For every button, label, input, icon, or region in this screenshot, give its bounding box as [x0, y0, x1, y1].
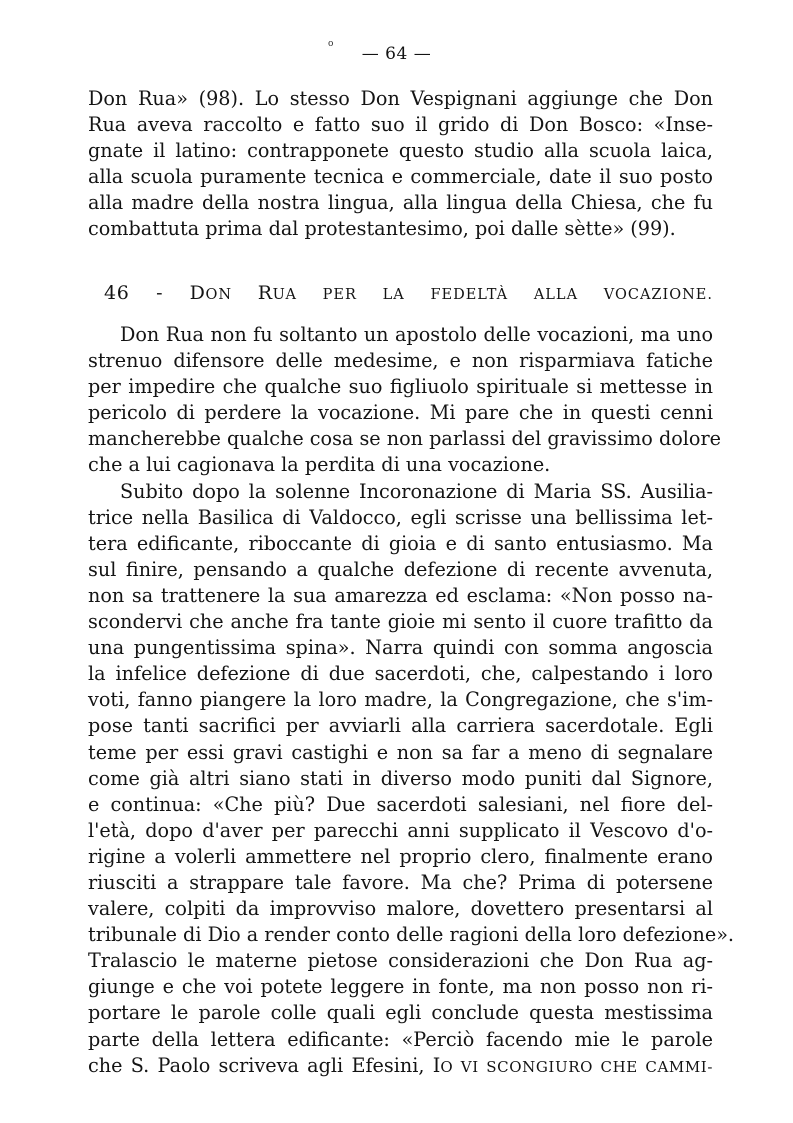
text-line: Don Rua» (98). Lo stesso Don Vespignani aggiunge che Don — [88, 87, 713, 110]
text-line: alla madre della nostra lingua, alla lingua della Chiesa, che fu — [88, 191, 713, 215]
page-number: — 64 — — [361, 44, 432, 64]
text-line: la infelice defezione di due sacerdoti, che, calpestando i loro — [88, 662, 713, 686]
text-line: sul finire, pensando a qualche defezione di recente avvenuta, — [88, 557, 713, 581]
text-line: teme per essi gravi castighi e non sa far a meno di segnalare — [88, 740, 713, 764]
text-line: parte della lettera edificante: «Perciò facendo mie le parole — [88, 1027, 713, 1051]
intro-paragraph — [88, 86, 713, 243]
text-line: che a lui cagionava la perdita di una vocazione. — [88, 453, 551, 477]
text-line: come già altri siano stati in diverso modo puniti dal Signore, — [88, 766, 713, 790]
text-line: portare le parole colle quali egli conclude questa mestissima — [88, 1001, 713, 1025]
text-line: non sa trattenere la sua amarezza ed esclama: «Non posso na- — [88, 583, 713, 607]
text-line: scondervi che anche fra tante gioie mi sento il cuore trafitto da — [88, 610, 713, 634]
text-line: Rua aveva raccolto e fatto suo il grido di Don Bosco: «Inse- — [88, 113, 713, 137]
text-line: gnate il latino: contrapponete questo studio alla scuola laica, — [88, 139, 713, 163]
text-line: giunge e che voi potete leggere in fonte, ma non posso non ri- — [88, 975, 713, 999]
text-line: mancherebbe qualche cosa se non parlassi del gravissimo dolore — [88, 427, 721, 451]
text-line: rigine a volerli ammettere nel proprio clero, finalmente erano — [88, 844, 713, 868]
section-number: 46 - — [104, 282, 164, 304]
text-line: voti, fanno piangere la loro madre, la Congregazione, che s'im- — [88, 688, 713, 712]
text-line: alla scuola puramente tecnica e commerciale, date il suo posto — [88, 165, 713, 189]
text-line: combattuta prima dal protestantesimo, poi dalle sètte» (99). — [88, 217, 676, 241]
text-line: valere, colpiti da improvviso malore, dovettero presentarsi al — [88, 897, 713, 921]
text-line-final: che S. Paolo scriveva agli Efesini, IO VI SCONGIURO CHE CAMMI- — [88, 1053, 713, 1077]
text-line: pericolo di perdere la vocazione. Mi pare che in questi cenni — [88, 401, 713, 425]
text-line: l'età, dopo d'aver per parecchi anni supplicato il Vescovo d'o- — [88, 818, 713, 842]
ink-mark: o — [328, 39, 334, 49]
text-line: Subito dopo la solenne Incoronazione di Maria SS. Ausilia- — [120, 479, 713, 503]
text-line: tribunale di Dio a render conto delle ragioni della loro defezione». — [88, 923, 735, 947]
text-line: tera edificante, riboccante di gioia e di santo entusiasmo. Ma — [88, 531, 713, 555]
text-line: trice nella Basilica di Valdocco, egli scrisse una bellissima let- — [88, 505, 713, 529]
body-text — [88, 322, 735, 1079]
text-line: una pungentissima spina». Narra quindi con somma angoscia — [88, 636, 713, 660]
text-line: riusciti a strappare tale favore. Ma che? Prima di potersene — [88, 870, 713, 894]
section-title: DON RUA PER LA FEDELTÀ ALLA VOCAZIONE. — [189, 282, 714, 304]
section-heading — [104, 282, 713, 304]
text-line: Tralascio le materne pietose considerazioni che Don Rua ag- — [88, 949, 713, 973]
text-line: strenuo difensore delle medesime, e non risparmiava fatiche — [88, 349, 713, 373]
text-line: per impedire che qualche suo figliuolo spirituale si mettesse in — [88, 375, 713, 399]
text-line: e continua: «Che più? Due sacerdoti salesiani, nel fiore del- — [88, 792, 713, 816]
text-line: Don Rua non fu soltanto un apostolo delle vocazioni, ma uno — [120, 323, 713, 346]
text-line: pose tanti sacrifici per avviarli alla carriera sacerdotale. Egli — [88, 714, 713, 738]
